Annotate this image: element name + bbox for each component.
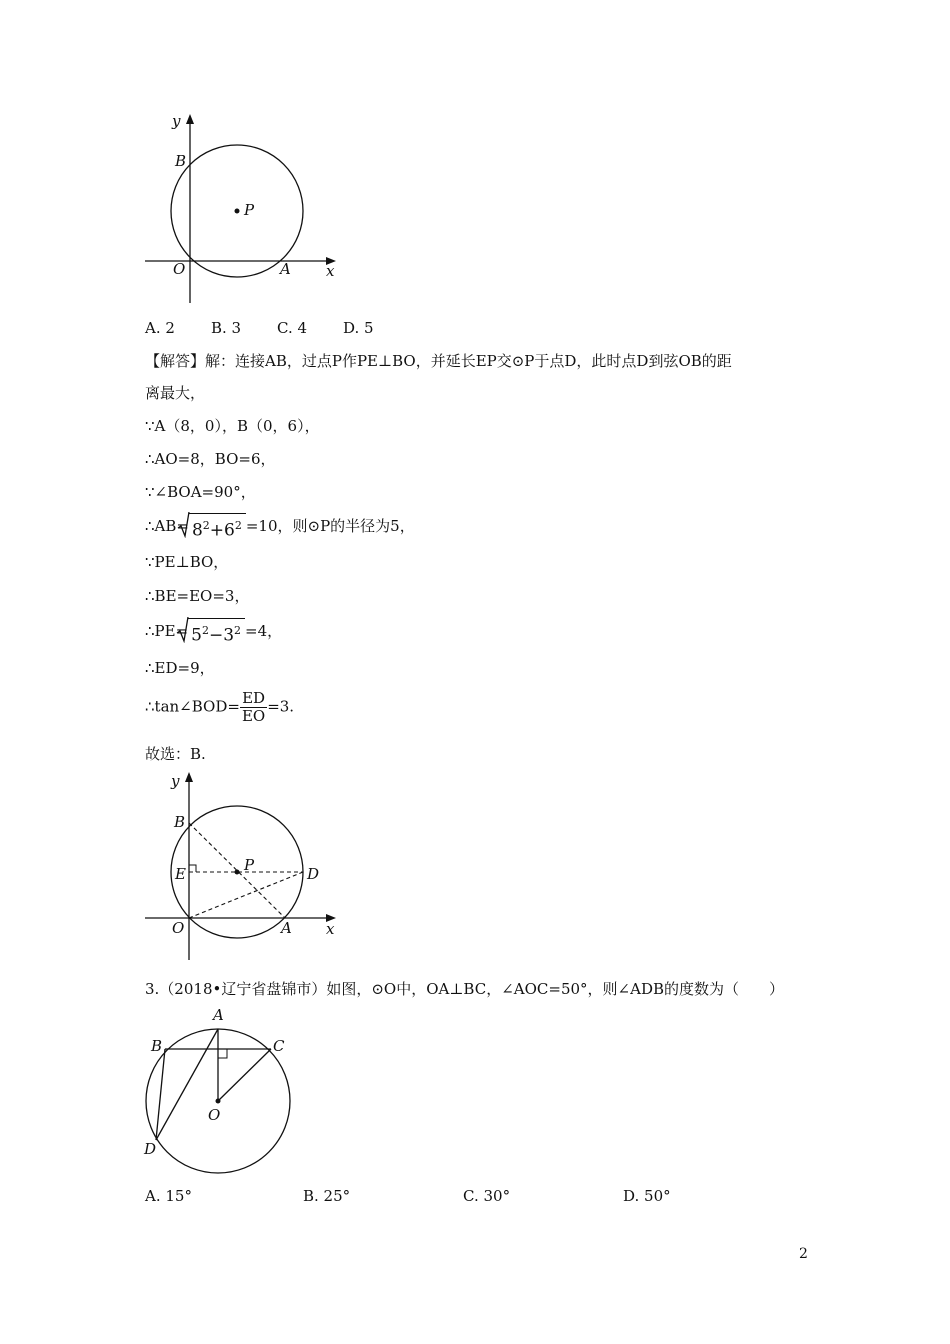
q3-option-d[interactable]: D. 50°	[623, 1187, 671, 1205]
q3-stem: 3.（2018•辽宁省盘锦市）如图，⊙O中，OA⊥BC，∠AOC=50°，则∠ADB的度数为（ ）	[145, 980, 784, 998]
solution-line-1: 【解答】解：连接AB，过点P作PE⊥BO，并延长EP交⊙P于点D，此时点D到弦OB的距	[145, 352, 732, 370]
label-d: D	[307, 865, 320, 883]
solution-line-11	[145, 690, 294, 725]
center-point-p	[235, 870, 240, 875]
label-b: B	[174, 813, 186, 831]
segment-oc	[218, 1049, 271, 1101]
right-angle-mark-icon	[189, 865, 196, 872]
label-x: x	[326, 920, 335, 938]
solution-line-9	[145, 618, 282, 646]
q2-options	[145, 318, 374, 338]
solution-line-6-post: =10，则⊙P的半径为5，	[245, 516, 415, 535]
label-y: y	[171, 772, 180, 790]
fraction-ed-eo	[240, 690, 267, 725]
solution-line-2: 离最大，	[145, 384, 206, 402]
y-axis-arrow-icon	[186, 114, 194, 124]
label-x: x	[326, 262, 335, 280]
solution-line-6-pre: ∴AB=	[145, 516, 189, 535]
label-b: B	[151, 1037, 163, 1055]
fraction-denominator: EO	[241, 707, 266, 725]
sqrt-ab	[189, 513, 246, 541]
radical-sign-icon	[177, 512, 190, 538]
solution-line-6	[145, 513, 415, 541]
solution-line-11-post: =3.	[267, 697, 295, 716]
figure-q3	[138, 1004, 303, 1176]
label-a: A	[280, 260, 291, 278]
label-a: A	[213, 1006, 224, 1024]
sqrt-pe-radicand: $5^2-3^2$	[188, 618, 245, 646]
q3-option-a[interactable]: A. 15°	[145, 1187, 192, 1205]
solution-line-9-post: =4，	[245, 621, 283, 640]
label-d: D	[144, 1140, 157, 1158]
solution-line-4: ∴AO=8，BO=6，	[145, 450, 276, 468]
label-e: E	[175, 865, 186, 883]
figure-circle-p	[140, 108, 350, 308]
figure-solution	[140, 768, 350, 968]
q2-option-a[interactable]: A. 2	[145, 319, 175, 337]
y-axis-arrow-icon	[185, 772, 193, 782]
solution-line-9-pre: ∴PE=	[145, 621, 189, 640]
q3-option-b[interactable]: B. 25°	[303, 1187, 351, 1205]
radical-sign-icon	[176, 617, 189, 643]
solution-line-7: ∵PE⊥BO，	[145, 553, 229, 571]
center-point-o	[216, 1099, 221, 1104]
q3-options	[145, 1186, 671, 1206]
solution-line-5: ∵∠BOA=90°，	[145, 483, 256, 501]
q2-option-c[interactable]: C. 4	[277, 319, 308, 337]
sqrt-ab-radicand: $8^2+6^2$	[189, 513, 246, 541]
sqrt-pe	[188, 618, 245, 646]
q2-option-d[interactable]: D. 5	[343, 319, 374, 337]
fraction-numerator: ED	[240, 690, 267, 708]
label-y: y	[172, 112, 181, 130]
center-point-p	[235, 209, 240, 214]
label-p: P	[244, 201, 255, 219]
q3-option-c[interactable]: C. 30°	[463, 1187, 511, 1205]
label-p: P	[244, 856, 255, 874]
solution-line-10: ∴ED=9，	[145, 659, 215, 677]
solution-line-3: ∵A（8，0），B（0，6），	[145, 417, 320, 435]
solution-line-8: ∴BE=EO=3，	[145, 587, 250, 605]
label-b: B	[175, 152, 187, 170]
label-o: O	[172, 919, 185, 937]
solution-line-12: 故选：B.	[145, 745, 206, 763]
label-o: O	[173, 260, 186, 278]
page-number: 2	[799, 1246, 808, 1262]
label-o: O	[208, 1106, 221, 1124]
q2-option-b[interactable]: B. 3	[211, 319, 242, 337]
right-angle-mark-icon	[218, 1049, 227, 1058]
label-c: C	[273, 1037, 285, 1055]
label-a: A	[281, 919, 292, 937]
solution-line-11-pre: ∴tan∠BOD=	[145, 697, 240, 716]
